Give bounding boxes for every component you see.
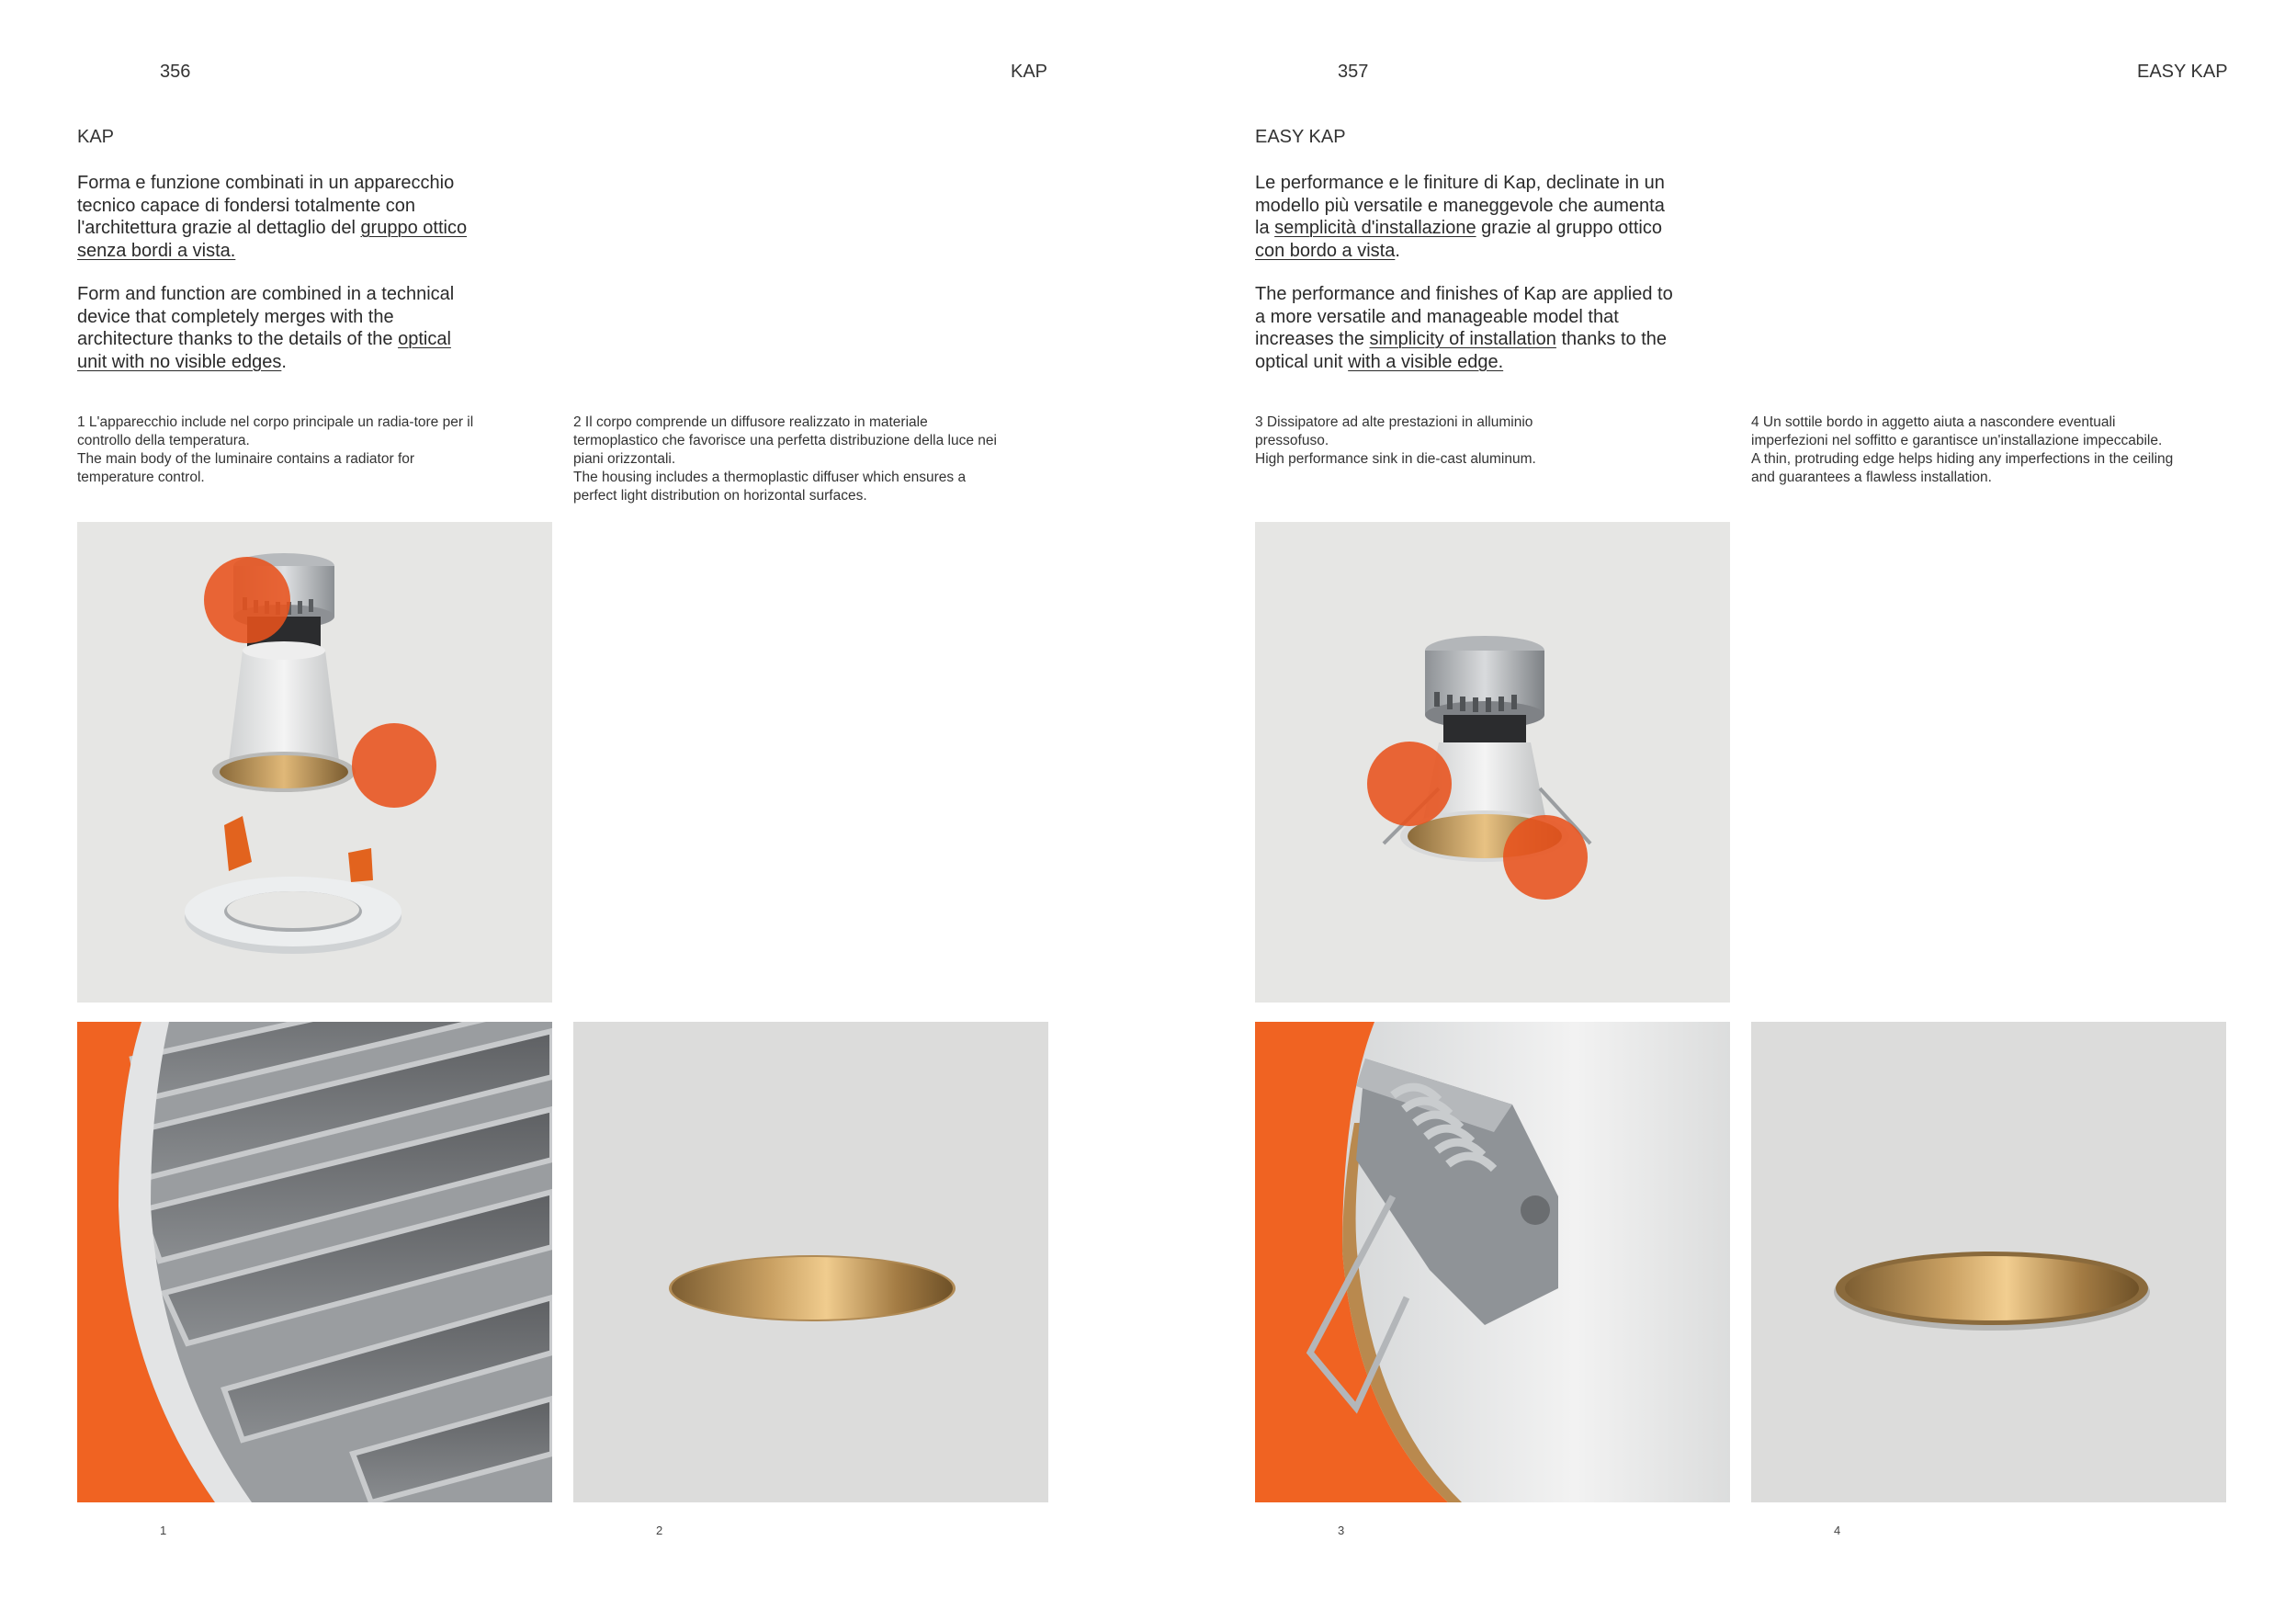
photo-3-spring-clip-image	[1255, 1022, 1730, 1502]
easy-kap-product-image	[1255, 522, 1730, 1003]
intro-italian-kap: Forma e funzione combinati in un apparecchio tecnico capace di fondersi totalmente con l'architettura grazie al dettaglio del gruppo ottico senza bordi a vista.	[77, 173, 468, 261]
page-number-right: 357	[1338, 62, 1369, 82]
photo-label-1: 1	[160, 1524, 167, 1537]
photo-label-4: 4	[1834, 1524, 1841, 1537]
intro-english-kap: Form and function are combined in a technical device that completely merges with the architecture thanks to the details of the optical unit with no visible edges.	[77, 284, 455, 372]
photo-4-visible-edge-reflector-image	[1751, 1022, 2226, 1502]
running-head-right: EASY KAP	[2137, 62, 2228, 82]
intro-italian-easy-kap: Le performance e le finiture di Kap, declinate in un modello più versatile e maneggevole che aumenta la semplicità d'installazione grazie al gruppo ottico con bordo a vista.	[1255, 173, 1665, 261]
section-title-kap: KAP	[77, 127, 115, 147]
running-head-left: KAP	[1011, 62, 1048, 82]
kap-exploded-view-image	[77, 522, 552, 1003]
page-number-left: 356	[160, 62, 191, 82]
section-title-easy-kap: EASY KAP	[1255, 127, 1346, 147]
intro-english-easy-kap: The performance and finishes of Kap are applied to a more versatile and manageable model that increases the simplicity of installation thanks to the optical unit with a visible edge.	[1255, 284, 1673, 372]
photo-label-3: 3	[1338, 1524, 1345, 1537]
photo-label-2: 2	[656, 1524, 663, 1537]
caption-1: 1 L'apparecchio include nel corpo principale un radia-tore per il controllo della temperatura. The main body of the luminaire contains a radiator for temperature control.	[77, 414, 474, 485]
caption-3: 3 Dissipatore ad alte prestazioni in alluminio pressofuso. High performance sink in die-cast aluminum.	[1255, 414, 1536, 467]
caption-4: 4 Un sottile bordo in aggetto aiuta a nascondere eventuali imperfezioni nel soffitto e garantisce un'installazione impeccabile. A thin, protruding edge helps hiding any imperfections in the ceiling and guarantees a flawless installation.	[1751, 414, 2174, 485]
caption-2: 2 Il corpo comprende un diffusore realizzato in materiale termoplastico che favorisce una perfetta distribuzione della luce nei piani orizzontali. The housing includes a thermoplastic diffuser which ensures a perfect light distribution on horizontal surfaces.	[573, 414, 997, 504]
photo-2-trimless-reflector-image	[573, 1022, 1048, 1502]
photo-1-heatsink-image	[77, 1022, 552, 1502]
